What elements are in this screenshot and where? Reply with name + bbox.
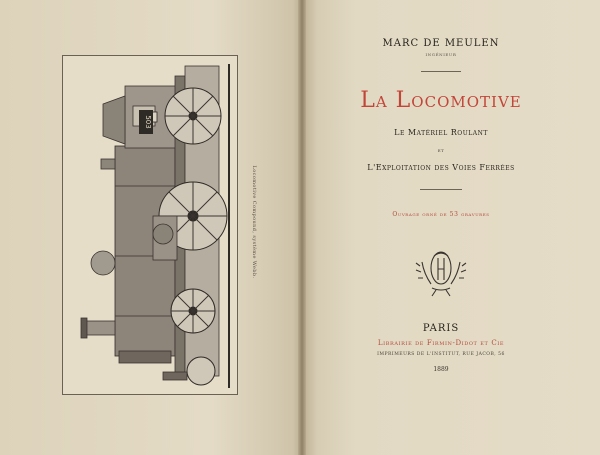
publication-year: 1889	[433, 366, 449, 373]
publisher-name: Librairie de Firmin-Didot et Cie	[377, 339, 505, 347]
right-page	[302, 0, 600, 455]
steam-dome	[91, 251, 115, 275]
rule-top	[421, 71, 461, 72]
subtitle-connector: ET	[437, 148, 445, 153]
author-name: MARC DE MEULEN	[382, 38, 500, 49]
rule-middle	[420, 189, 462, 190]
publication-city: PARIS	[422, 323, 460, 334]
frontispiece-plate	[62, 55, 238, 395]
printer-line: IMPRIMEURS DE L'INSTITUT, RUE JACOB, 56	[377, 352, 505, 357]
chimney	[85, 321, 115, 335]
locomotive-engraving	[63, 56, 239, 396]
subtitle-line1: Le Matériel Roulant	[394, 128, 488, 137]
engine-number: 503	[144, 115, 152, 129]
subtitle-line2: L'Exploitation des Voies Ferrées	[367, 163, 515, 172]
author-role: INGÉNIEUR	[425, 52, 457, 57]
book-gutter	[298, 0, 306, 455]
illustration-note: Ouvrage orné de 53 gravures	[392, 211, 490, 218]
publisher-device-icon	[412, 244, 470, 298]
book-title: La Locomotive	[360, 88, 522, 113]
plate-caption: Locomotive Compound, système Webb.	[251, 165, 257, 279]
